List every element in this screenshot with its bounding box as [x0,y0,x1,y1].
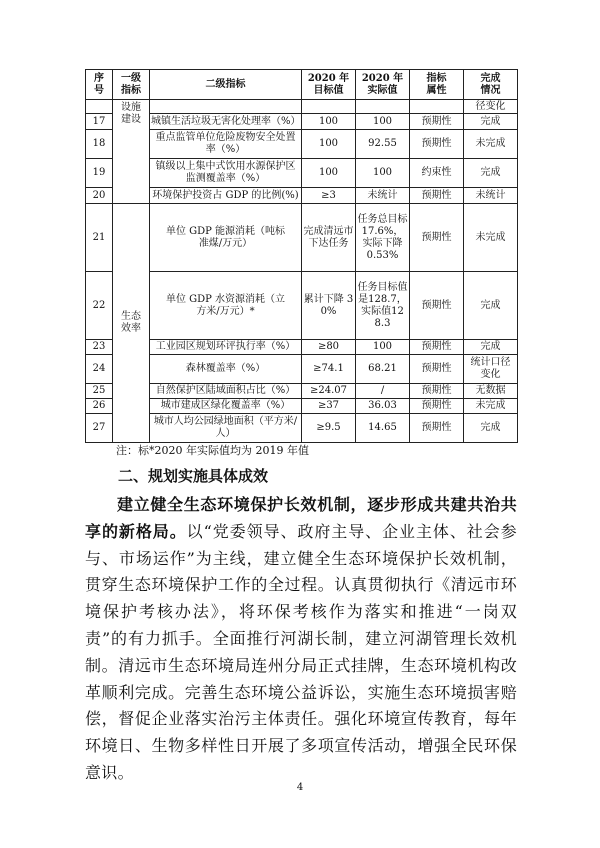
row-23-actual: 100 [356,340,410,355]
row-20-name: 环境保护投资占 GDP 的比例(%) [150,188,302,204]
row-20-target: ≥3 [302,188,356,204]
table-row [86,130,518,159]
indicator-table [85,69,518,443]
row-17-actual: 100 [356,114,410,130]
row-18-target: 100 [302,130,356,159]
row-23-target: ≥80 [302,340,356,355]
row-20-no: 20 [86,188,113,204]
continued-status-text: 径变化 [475,100,506,112]
row-18-name: 重点监管单位危险废物安全处置率（%） [150,130,302,159]
row-26-target: ≥37 [302,399,356,414]
table-row [86,272,518,340]
para-lead: 建立健全生态环境保护长效机制，逐步形成共建共治共享的新格局。 [85,495,517,541]
row-27-target: ≥9.5 [302,414,356,443]
row-22-target: 累计下降 30% [302,272,356,340]
row-27-attr: 预期性 [410,414,464,443]
row-21-attr: 预期性 [410,204,464,272]
group-facility-text: 设施 建设 [121,102,141,125]
row-21-actual: 任务总目标17.6%，实际下降 0.53% [356,204,410,272]
row-24-actual: 68.21 [356,355,410,384]
table-row [86,355,518,384]
row-20-attr: 预期性 [410,188,464,204]
table-row [86,114,518,130]
row-27-status: 完成 [464,414,518,443]
row-21-status: 未完成 [464,204,518,272]
cell-empty [356,100,410,114]
row-18-status: 未完成 [464,130,518,159]
row-19-status: 完成 [464,159,518,188]
row-19-name: 镇级以上集中式饮用水源保护区监测覆盖率（%） [150,159,302,188]
table-row [86,159,518,188]
row-19-target: 100 [302,159,356,188]
header-level2 [150,70,302,100]
table-note: 注：标*2020 年实际值均为 2019 年值 [116,444,309,457]
row-19-actual: 100 [356,159,410,188]
table-row [86,414,518,443]
row-19-no: 19 [86,159,113,188]
row-23-status: 完成 [464,340,518,355]
group-eco [113,204,150,443]
table-row [86,204,518,272]
row-22-status: 完成 [464,272,518,340]
row-26-status: 未完成 [464,399,518,414]
row-18-no: 18 [86,130,113,159]
table-row-continuation [86,100,518,114]
row-25-name: 自然保护区陆域面积占比（%） [150,384,302,399]
row-25-status: 无数据 [464,384,518,399]
header-no [86,70,113,100]
row-26-no: 26 [86,399,113,414]
row-17-status: 完成 [464,114,518,130]
header-target-text: 2020 年 目标值 [307,72,350,96]
header-actual [356,70,410,100]
table-row [86,188,518,204]
row-24-attr: 预期性 [410,355,464,384]
header-target [302,70,356,100]
para-body: 以“党委领导、政府主导、企业主体、社会参与、市场运作”为主线，建立健全生态环境保护长效机制，贯穿生态环境保护工作的全过程。认真贯彻执行《清远市环境保护考核办法》，将环保考核作为落实和推进“一岗双责”的有力抓手。全面推行河湖长制，建立河湖管理长效机制。清远市生态环境局连州分局正式挂牌，生态环境机构改革顺利完成。完善生态环境公益诉讼，实施生态环境损害赔偿，督促企业落实治污主体责任。强化环境宣传教育，每年环境日、生物多样性日开展了多项宣传活动，增强全民环保意识。 [85,521,517,782]
row-22-actual: 任务目标值是128.7，实际值128.3 [356,272,410,340]
row-26-actual: 36.03 [356,399,410,414]
cell-empty [410,100,464,114]
row-23-name: 工业园区规划环评执行率（%） [150,340,302,355]
body-paragraph [85,492,517,787]
row-27-no: 27 [86,414,113,443]
row-26-attr: 预期性 [410,399,464,414]
cell-continued-status [464,100,518,114]
header-attr-text: 指标 属性 [426,72,447,96]
section-title: 二、规划实施具体成效 [118,467,269,485]
header-level1 [113,70,150,100]
row-25-actual: / [356,384,410,399]
row-25-attr: 预期性 [410,384,464,399]
row-19-attr: 约束性 [410,159,464,188]
row-22-no: 22 [86,272,113,340]
row-24-status: 统计口径变化 [464,355,518,384]
cell-empty [150,100,302,114]
row-20-status: 未统计 [464,188,518,204]
page-number: 4 [296,782,304,793]
row-18-actual: 92.55 [356,130,410,159]
row-25-no: 25 [86,384,113,399]
row-21-no: 21 [86,204,113,272]
table-row [86,399,518,414]
table-row [86,384,518,399]
row-21-name: 单位 GDP 能源消耗（吨标准煤/万元） [150,204,302,272]
row-26-name: 城市建成区绿化覆盖率（%） [150,399,302,414]
header-status-text: 完成 情况 [480,72,501,96]
row-24-target: ≥74.1 [302,355,356,384]
cell-empty [302,100,356,114]
header-level2-text: 二级指标 [205,78,246,90]
row-17-no: 17 [86,114,113,130]
row-20-actual: 未统计 [356,188,410,204]
row-22-name: 单位 GDP 水资源消耗（立方米/万元）* [150,272,302,340]
row-27-actual: 14.65 [356,414,410,443]
table-row [86,340,518,355]
header-no-text: 序 号 [94,72,104,96]
row-24-no: 24 [86,355,113,384]
row-23-attr: 预期性 [410,340,464,355]
header-level1-text: 一级 指标 [121,72,141,96]
header-status [464,70,518,100]
header-actual-text: 2020 年 实际值 [361,72,404,96]
row-27-name: 城市人均公园绿地面积（平方米/人） [150,414,302,443]
row-25-target: ≥24.07 [302,384,356,399]
row-18-attr: 预期性 [410,130,464,159]
group-eco-text: 生态 效率 [121,311,141,334]
row-17-name: 城镇生活垃圾无害化处理率（%） [150,114,302,130]
row-21-target: 完成清远市下达任务 [302,204,356,272]
table-header-row [86,70,518,100]
row-22-attr: 预期性 [410,272,464,340]
cell-empty [86,100,113,114]
group-facility [113,100,150,204]
row-17-target: 100 [302,114,356,130]
row-24-name: 森林覆盖率（%） [150,355,302,384]
row-23-no: 23 [86,340,113,355]
header-attr [410,70,464,100]
row-17-attr: 预期性 [410,114,464,130]
